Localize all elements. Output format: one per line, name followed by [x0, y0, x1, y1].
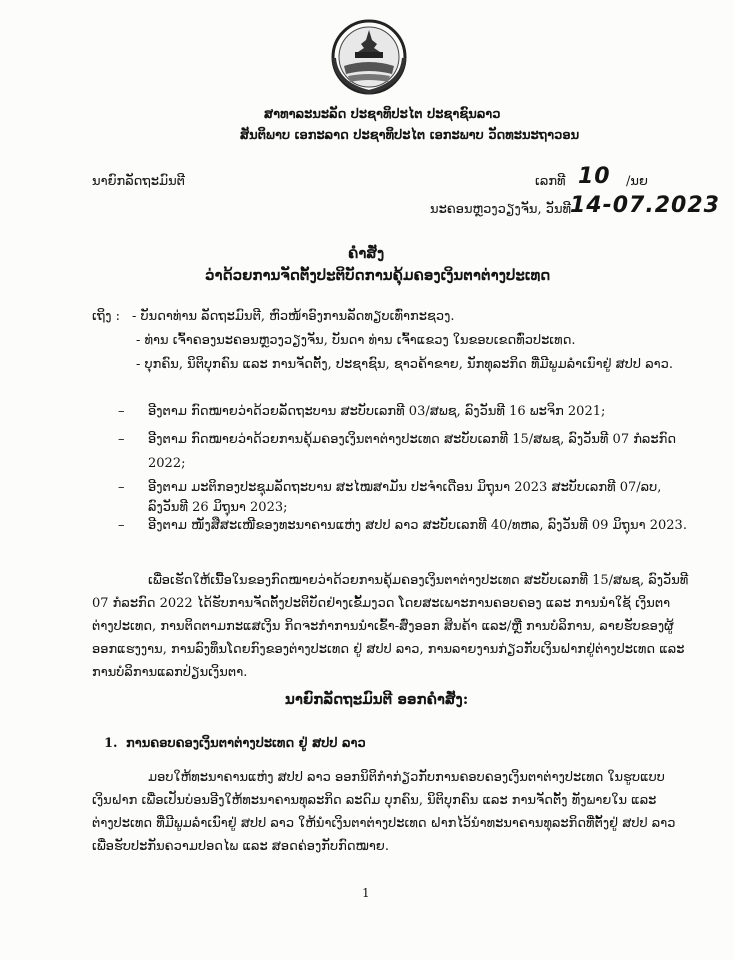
- bullet-dash: –: [118, 518, 125, 533]
- lao-emblem-icon: [324, 18, 414, 96]
- date-value: 14-07.2023: [570, 193, 720, 218]
- document-subtitle: ວ່າດ້ວຍການຈັດຕັ້ງປະຕິບັດການຄຸ້ມຄອງເງິນຕາຕ່າງປະເທດ: [205, 266, 551, 284]
- document-title: ຄຳສັ່ງ: [348, 244, 385, 262]
- number-suffix: /ນຍ: [626, 174, 648, 189]
- intro-line: ອອກແຮງງານ, ການລົງທຶນໂດຍກົງຂອງຕ່າງປະເທດ ຢູ່ ສປປ ລາວ, ການລາຍງານກ່ຽວກັບເງິນຝາກຢູ່ຕ່າງປະເທດ ແລະ: [92, 642, 685, 657]
- place-date-label: ນະຄອນຫຼວງວຽງຈັນ, ວັນທີ: [430, 202, 572, 217]
- header-line-2: ສັນຕິພາບ ເອກະລາດ ປະຊາທິປະໄຕ ເອກະພາບ ວັດທະນະຖາວອນ: [240, 128, 580, 143]
- recipient-item: - ບັນດາທ່ານ ລັດຖະມົນຕີ, ຫົວໜ້າອົງການລັດທຽບເທົ່າກະຊວງ.: [132, 309, 455, 324]
- reference-line: ອີງຕາມ ມະຕິກອງປະຊຸມລັດຖະບານ ສະໄໝສາມັນ ປະຈຳເດືອນ ມິຖຸນາ 2023 ສະບັບເລກທີ 07/ລບ,: [148, 480, 662, 495]
- reference-item: [118, 402, 606, 422]
- bullet-dash: –: [118, 404, 125, 419]
- recipients-label: ເຖິງ :: [92, 309, 121, 324]
- intro-line: ເພື່ອເຮັດໃຫ້ເນື້ອໃນຂອງກົດໝາຍວ່າດ້ວຍການຄຸ້ມຄອງເງິນຕາຕ່າງປະເທດ ສະບັບເລກທີ 15/ສພຊ, ລົງວັນທີ: [148, 573, 689, 588]
- intro-line: ຕ່າງປະເທດ, ການຕິດຕາມກະແສເງິນ ກິດຈະກຳການນຳເຂົ້າ-ສົ່ງອອກ ສິນຄ້າ ແລະ/ຫຼື ການບໍລິການ, ລາຍຮັບຂອງຜູ້: [92, 619, 674, 634]
- issuer-label: ນາຍົກລັດຖະມົນຕີ: [92, 174, 185, 189]
- bullet-dash: –: [118, 432, 125, 447]
- section-line: ເພື່ອຮັບປະກັນຄວາມປອດໄພ ແລະ ສອດຄ່ອງກັບກົດໝາຍ.: [92, 839, 390, 854]
- section-number: 1.: [104, 736, 118, 751]
- recipient-item: - ບຸກຄົນ, ນິຕິບຸກຄົນ ແລະ ການຈັດຕັ້ງ, ປະຊາຊົນ, ຊາວຄ້າຂາຍ, ນັກທຸລະກິດ ທີ່ມີພູມລຳເນົາຢູ່ ສປປ ລາວ.: [136, 357, 673, 372]
- reference-line: ອີງຕາມ ໜັງສືສະເໜີຂອງທະນາຄານແຫ່ງ ສປປ ລາວ ສະບັບເລກທີ 40/ທຫລ, ລົງວັນທີ 09 ມິຖຸນາ 2023.: [148, 518, 687, 533]
- reference-item: [118, 516, 687, 536]
- intro-line: ການບໍລິການແລກປ່ຽນເງິນຕາ.: [92, 665, 248, 680]
- number-value: 10: [578, 164, 611, 189]
- reference-line: ອີງຕາມ ກົດໝາຍວ່າດ້ວຍລັດຖະບານ ສະບັບເລກທີ 03/ສພຊ, ລົງວັນທີ 16 ພະຈິກ 2021;: [148, 404, 606, 419]
- section-line: ຕ່າງປະເທດ ທີ່ມີພູມລຳເນົາຢູ່ ສປປ ລາວ ໃຫ້ນຳເງິນຕາຕ່າງປະເທດ ຝາກໄວ້ນຳທະນາຄານທຸລະກິດທີ່ຕັ້ງຢູ່ ສປປ ລາວ: [92, 816, 676, 831]
- intro-line: 07 ກໍລະກົດ 2022 ໄດ້ຮັບການຈັດຕັ້ງປະຕິບັດຢ່າງເຂັ້ມງວດ ໂດຍສະເພາະການຄອບຄອງ ແລະ ການນຳໃຊ້ ເງິນຕາ: [92, 596, 671, 611]
- section-line: ເງິນຝາກ ເພື່ອເປັນບ່ອນອີງໃຫ້ທະນາຄານທຸລະກິດ ລະດົມ ບຸກຄົນ, ນິຕິບຸກຄົນ ແລະ ການຈັດຕັ້ງ ທັງພາຍໃນ ແລະ: [92, 793, 657, 808]
- section-line: ມອບໃຫ້ທະນາຄານແຫ່ງ ສປປ ລາວ ອອກນິຕິກຳກ່ຽວກັບການຄອບຄອງເງິນຕາຕ່າງປະເທດ ໃນຮູບແບບ: [148, 770, 665, 785]
- reference-item: [118, 478, 662, 518]
- bullet-dash: –: [118, 480, 125, 495]
- order-heading: ນາຍົກລັດຖະມົນຕີ ອອກຄຳສັ່ງ:: [285, 690, 469, 708]
- reference-line: ອີງຕາມ ກົດໝາຍວ່າດ້ວຍການຄຸ້ມຄອງເງິນຕາຕ່າງປະເທດ ສະບັບເລກທີ 15/ສພຊ, ລົງວັນທີ 07 ກໍລະກົດ: [148, 432, 677, 447]
- section-heading: ການຄອບຄອງເງິນຕາຕ່າງປະເທດ ຢູ່ ສປປ ລາວ: [126, 736, 366, 751]
- reference-item: [118, 430, 677, 474]
- recipient-item: - ທ່ານ ເຈົ້າຄອງນະຄອນຫຼວງວຽງຈັນ, ບັນດາ ທ່ານ ເຈົ້າແຂວງ ໃນຂອບເຂດທົ່ວປະເທດ.: [136, 333, 576, 348]
- reference-line: ລົງວັນທີ 26 ມິຖຸນາ 2023;: [148, 500, 288, 515]
- reference-line: 2022;: [148, 456, 186, 471]
- number-label: ເລກທີ: [535, 174, 566, 189]
- header-line-1: ສາທາລະນະລັດ ປະຊາທິປະໄຕ ປະຊາຊົນລາວ: [264, 107, 501, 122]
- page-number: 1: [362, 886, 370, 900]
